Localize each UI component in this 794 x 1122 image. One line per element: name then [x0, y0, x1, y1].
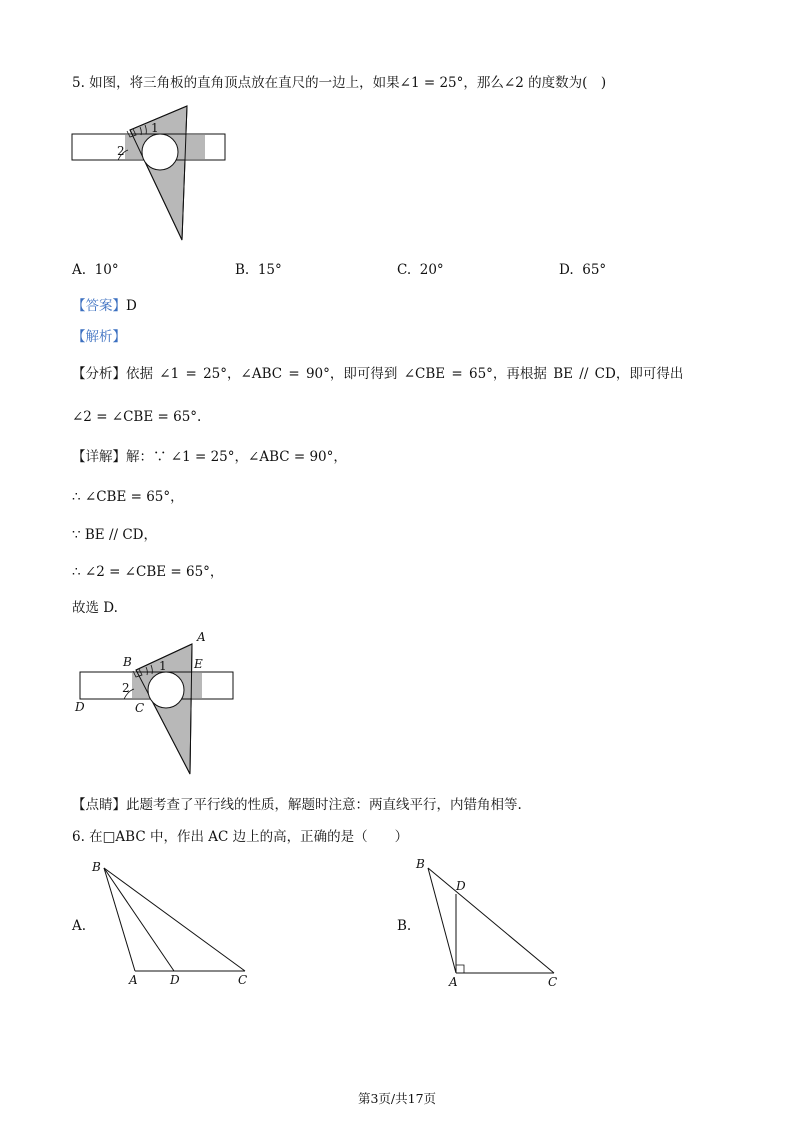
q6-figure-a — [90, 858, 260, 990]
fig2-label-c: C — [135, 701, 145, 715]
q5-answer: 【答案】D — [72, 298, 137, 314]
figB-label-b: B — [416, 857, 425, 871]
fig2-label-e: E — [194, 657, 203, 671]
q5-stem: 5. 如图，将三角板的直角顶点放在直尺的一边上，如果∠1 = 25°，那么∠2 的度数为( ) — [72, 75, 607, 91]
figB-label-c: C — [548, 975, 558, 989]
fig2-label-d: D — [75, 700, 85, 714]
q5-analysis-tag: 【解析】 — [72, 329, 126, 345]
q5-option-d: D. 65° — [559, 262, 607, 278]
q6-option-a-label: A. — [72, 918, 87, 934]
q5-detail-line5: 故选 D. — [72, 600, 118, 616]
q5-detail-line4: ∴ ∠2 = ∠CBE = 65°， — [72, 564, 224, 580]
q5-detail-line1: 【详解】解：∵ ∠1 = 25°，∠ABC = 90°， — [72, 449, 347, 465]
fig2-label-2: 2 — [122, 681, 130, 695]
fig2-label-b: B — [123, 655, 132, 669]
fig1-label-2: 2 — [117, 144, 125, 158]
figA-label-c: C — [238, 973, 248, 987]
q5-figure-1 — [70, 100, 240, 245]
figB-label-d: D — [456, 879, 466, 893]
q5-option-b: B. 15° — [235, 262, 282, 278]
q5-analysis-line2: ∠2 = ∠CBE = 65°. — [72, 409, 202, 425]
fig2-label-a: A — [197, 630, 206, 644]
fig1-label-1: 1 — [151, 121, 159, 135]
q5-detail-line2: ∴ ∠CBE = 65°， — [72, 489, 184, 505]
q6-figure-b — [412, 852, 572, 992]
q5-figure-2 — [72, 628, 242, 778]
ruler-hole — [142, 134, 178, 170]
q6-stem: 6. 在□ABC 中，作出 AC 边上的高，正确的是（ ） — [72, 829, 409, 845]
figA-label-a: A — [129, 973, 138, 987]
q5-detail-line3: ∵ BE // CD， — [72, 527, 157, 543]
q5-option-c: C. 20° — [397, 262, 444, 278]
q5-comment: 【点睛】此题考查了平行线的性质，解题时注意：两直线平行，内错角相等. — [72, 797, 522, 813]
fig2-label-1: 1 — [159, 659, 167, 673]
q5-analysis-line1: 【分析】依据 ∠1 = 25°，∠ABC = 90°，即可得到 ∠CBE = 65°，再根据 BE // CD，即可得出 — [72, 366, 684, 382]
figA-label-b: B — [92, 860, 101, 874]
page-footer: 第3页/共17页 — [357, 1091, 437, 1106]
figB-label-a: A — [449, 975, 458, 989]
q5-option-a: A. 10° — [72, 262, 119, 278]
figA-label-d: D — [170, 973, 180, 987]
q6-option-b-label: B. — [397, 918, 412, 934]
